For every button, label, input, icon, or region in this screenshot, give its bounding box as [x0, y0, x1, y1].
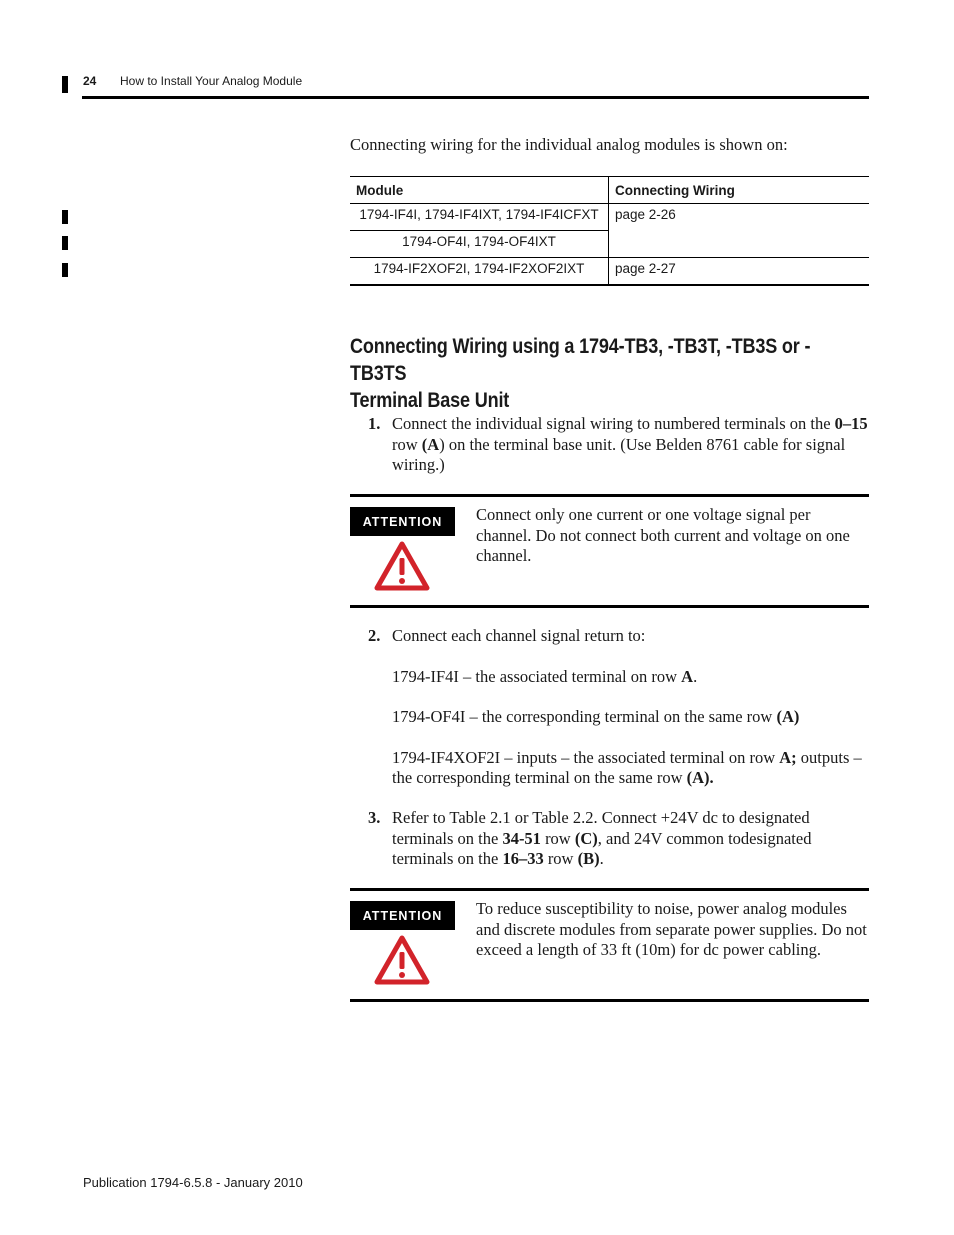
text-run-bold: 0–15: [834, 414, 868, 433]
step-3: [350, 808, 870, 872]
sub-paragraph: [392, 707, 868, 728]
text-run: row: [543, 849, 578, 868]
text-run: 1794-IF4XOF2I – inputs – the associated terminal on row: [392, 747, 780, 767]
attention-text: To reduce susceptibility to noise, power analog modules and discrete modules from separate power supplies. Do not exceed a length of 33 ft (10m) for dc power cabling.: [476, 899, 867, 959]
text-run: Connect the individual signal wiring to numbered terminals on the: [392, 414, 835, 433]
section-heading: [350, 333, 832, 414]
table-header-row: [350, 177, 869, 204]
wiring-cell: page 2-27: [609, 258, 870, 286]
step-number: 3.: [368, 808, 381, 827]
text-run: ) on the terminal base unit. (Use Belden 8761 cable for signal wiring.): [392, 434, 846, 474]
change-bar: [62, 263, 68, 277]
text-run: 1794-IF4I – the associated terminal on row: [392, 666, 682, 686]
table-row: [350, 204, 869, 231]
step-text: [392, 626, 868, 789]
text-run-bold: A: [681, 666, 694, 686]
table-row: [350, 258, 869, 286]
attention-text: Connect only one current or one voltage signal per channel. Do not connect both current and voltage on one channel.: [476, 505, 850, 565]
text-run-bold: (C): [574, 828, 598, 848]
warning-triangle-icon: [374, 541, 430, 591]
text-run: .: [693, 666, 698, 686]
change-bar: [62, 210, 68, 224]
step-text: [392, 808, 868, 870]
module-cell: 1794-IF4I, 1794-IF4IXT, 1794-IF4ICFXT: [350, 204, 609, 231]
attention-label: ATTENTION: [350, 901, 455, 930]
text-run: Refer to Table 2.1 or Table 2.2. Connect +24V dc to designated terminals on the: [392, 808, 810, 848]
wiring-cell: page 2-26: [609, 204, 870, 258]
step-number: 1.: [368, 414, 381, 433]
step-intro: Connect each channel signal return to:: [392, 626, 646, 645]
step-text: [392, 414, 868, 476]
attention-box: [350, 494, 869, 608]
column-header-wiring: Connecting Wiring: [609, 177, 870, 204]
column-header-module: Module: [350, 177, 609, 204]
sub-paragraph: [392, 667, 868, 688]
text-run-bold: (B): [577, 849, 600, 868]
step-1: [350, 414, 870, 478]
attention-label: ATTENTION: [350, 507, 455, 536]
text-run-bold: (A): [776, 707, 800, 726]
publication-footer: Publication 1794-6.5.8 - January 2010: [83, 1175, 303, 1190]
text-run: , and 24V common todesignated terminals on the: [392, 828, 812, 868]
step-2: [350, 626, 870, 796]
module-cell: 1794-IF2XOF2I, 1794-IF2XOF2IXT: [350, 258, 609, 286]
header-rule: [82, 96, 869, 99]
section-heading-line: Connecting Wiring using a 1794-TB3, -TB3T, -TB3S or -TB3TS: [350, 335, 811, 385]
section-heading-line: Terminal Base Unit: [350, 389, 510, 412]
intro-text: Connecting wiring for the individual analog modules is shown on:: [350, 135, 788, 154]
text-run: outputs – the corresponding terminal on the same row: [392, 747, 862, 787]
change-bar: [62, 236, 68, 250]
running-header: How to Install Your Analog Module: [120, 74, 303, 88]
text-run-bold: A;: [779, 747, 797, 767]
text-run: row: [392, 434, 422, 454]
step-number: 2.: [368, 626, 381, 645]
warning-triangle-icon: [374, 935, 430, 985]
text-run-bold: 16–33: [502, 849, 544, 868]
sub-paragraph: [392, 748, 868, 789]
text-run-bold: (A).: [686, 768, 714, 787]
module-cell: 1794-OF4I, 1794-OF4IXT: [350, 231, 609, 258]
page-marker: [62, 76, 68, 93]
attention-box: [350, 888, 869, 1002]
wiring-table: [350, 176, 869, 286]
text-run-bold: 34-51: [502, 828, 541, 848]
text-run: row: [540, 828, 575, 848]
text-run-bold: (A: [421, 434, 440, 454]
text-run: 1794-OF4I – the corresponding terminal on the same row: [392, 707, 777, 726]
text-run: .: [599, 849, 604, 868]
page-number: 24: [83, 74, 97, 88]
